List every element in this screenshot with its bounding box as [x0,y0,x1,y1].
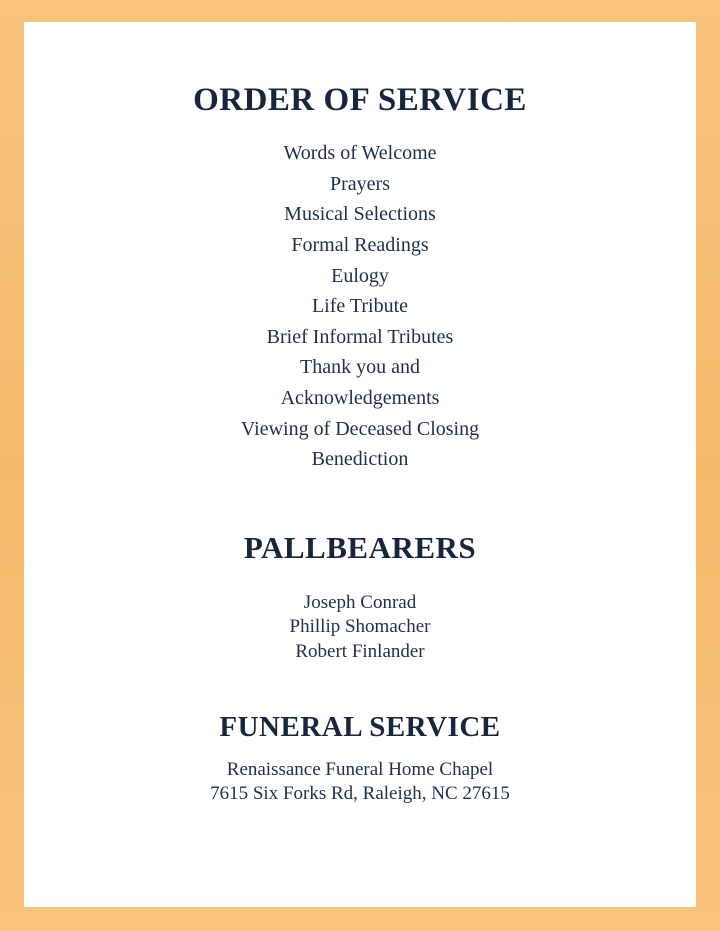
list-item: Formal Readings [291,234,429,257]
funeral-service-section [64,712,656,806]
list-item: Life Tribute [311,295,409,318]
funeral-service-title: FUNERAL SERVICE [219,711,501,744]
funeral-program-card [24,22,696,907]
list-item: Phillip Shomacher [289,616,431,638]
list-item: Words of Welcome [283,142,437,165]
list-item: Robert Finlander [295,640,425,662]
list-item: Viewing of Deceased Closing [240,417,480,440]
venue-address: 7615 Six Forks Rd, Raleigh, NC 27615 [210,783,510,805]
list-item: Thank you and [300,356,420,379]
pallbearers-list [64,591,656,665]
list-item: Joseph Conrad [303,591,417,613]
venue-name: Renaissance Funeral Home Chapel [226,759,494,781]
list-item: Brief Informal Tributes [266,325,454,348]
pallbearers-section [64,531,656,665]
pallbearers-title: PALLBEARERS [243,529,477,565]
list-item: Eulogy [331,264,389,287]
list-item: Musical Selections [284,203,436,226]
order-of-service-list [64,138,656,475]
order-of-service-section [64,82,656,475]
list-item: Benediction [311,448,409,471]
funeral-service-location [64,758,656,806]
list-item: Prayers [330,172,390,195]
order-of-service-title: ORDER OF SERVICE [193,82,527,118]
list-item: Acknowledgements [280,387,440,410]
